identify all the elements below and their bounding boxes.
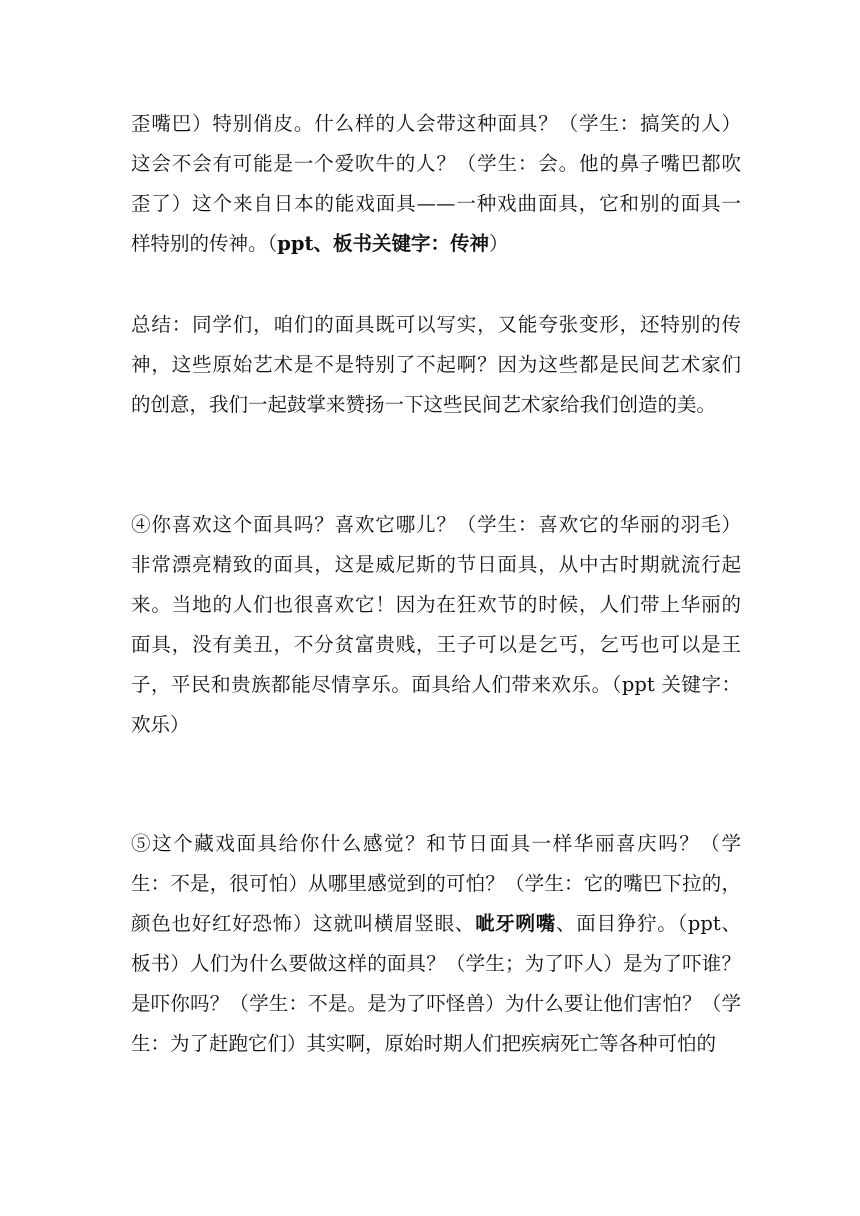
text-line [131, 944, 741, 984]
text-segment: 样特别的传神。（ [131, 232, 278, 255]
text-line [131, 904, 741, 944]
text-segment: 板书）人们为什么要做这样的面具？（学生；为了吓人）是为了吓谁？ [131, 952, 741, 975]
text-segment: 、面目狰狞。（ppt、 [556, 912, 741, 935]
text-segment: 歪嘴巴）特别俏皮。什么样的人会带这种面具？（学生：搞笑的人） [131, 112, 741, 135]
text-line [131, 305, 741, 345]
text-line [131, 705, 741, 745]
text-segment: 非常漂亮精致的面具，这是威尼斯的节日面具，从中古时期就流行起 [131, 553, 741, 576]
text-segment: 的创意，我们一起鼓掌来赞扬一下这些民间艺术家给我们创造的美。 [131, 393, 717, 416]
text-line [131, 665, 741, 705]
text-segment: 面具，没有美丑，不分贫富贵贱，王子可以是乞丐，乞丐也可以是王 [131, 633, 741, 656]
text-segment: 总结：同学们，咱们的面具既可以写实，又能夸张变形，还特别的传 [131, 313, 741, 336]
text-line [131, 505, 741, 545]
text-line [131, 1024, 741, 1064]
paragraph-venice-mask [131, 505, 741, 745]
text-segment: 歪了）这个来自日本的能戏面具——一种戏曲面具，它和别的面具一 [131, 192, 741, 215]
bold-text-segment: 呲牙咧嘴 [475, 912, 557, 935]
text-line [131, 824, 741, 864]
paragraph-summary [131, 305, 741, 425]
text-segment: 欢乐） [131, 713, 190, 736]
text-line [131, 144, 741, 184]
text-segment: ⑤这个藏戏面具给你什么感觉？和节日面具一样华丽喜庆吗？（学 [131, 832, 741, 855]
text-segment: 子，平民和贵族都能尽情享乐。面具给人们带来欢乐。（ppt 关键字： [131, 673, 741, 696]
text-segment: ④你喜欢这个面具吗？喜欢它哪儿？（学生：喜欢它的华丽的羽毛） [131, 513, 741, 536]
text-line [131, 345, 741, 385]
text-segment: 生：不是，很可怕）从哪里感觉到的可怕？（学生：它的嘴巴下拉的， [131, 872, 741, 895]
text-segment: 神，这些原始艺术是不是特别了不起啊？因为这些都是民间艺术家们 [131, 353, 741, 376]
text-line [131, 385, 741, 425]
text-line [131, 585, 741, 625]
text-segment: 颜色也好红好恐怖）这就叫横眉竖眼、 [131, 912, 476, 935]
text-line [131, 984, 741, 1024]
text-line [131, 104, 741, 144]
text-segment: 生：为了赶跑它们）其实啊，原始时期人们把疾病死亡等各种可怕的 [131, 1032, 717, 1055]
text-segment: 这会不会有可能是一个爱吹牛的人？（学生：会。他的鼻子嘴巴都吹 [131, 152, 741, 175]
text-segment: ） [489, 232, 509, 255]
text-line [131, 864, 741, 904]
text-segment: 来。当地的人们也很喜欢它！因为在狂欢节的时候，人们带上华丽的 [131, 593, 741, 616]
text-line [131, 625, 741, 665]
paragraph-neng-mask [131, 104, 741, 264]
paragraph-tibetan-mask [131, 824, 741, 1064]
text-line [131, 224, 741, 264]
text-line [131, 184, 741, 224]
text-line [131, 545, 741, 585]
bold-text-segment: ppt、板书关键字：传神 [277, 232, 490, 255]
text-segment: 是吓你吗？（学生：不是。是为了吓怪兽）为什么要让他们害怕？（学 [131, 992, 741, 1015]
